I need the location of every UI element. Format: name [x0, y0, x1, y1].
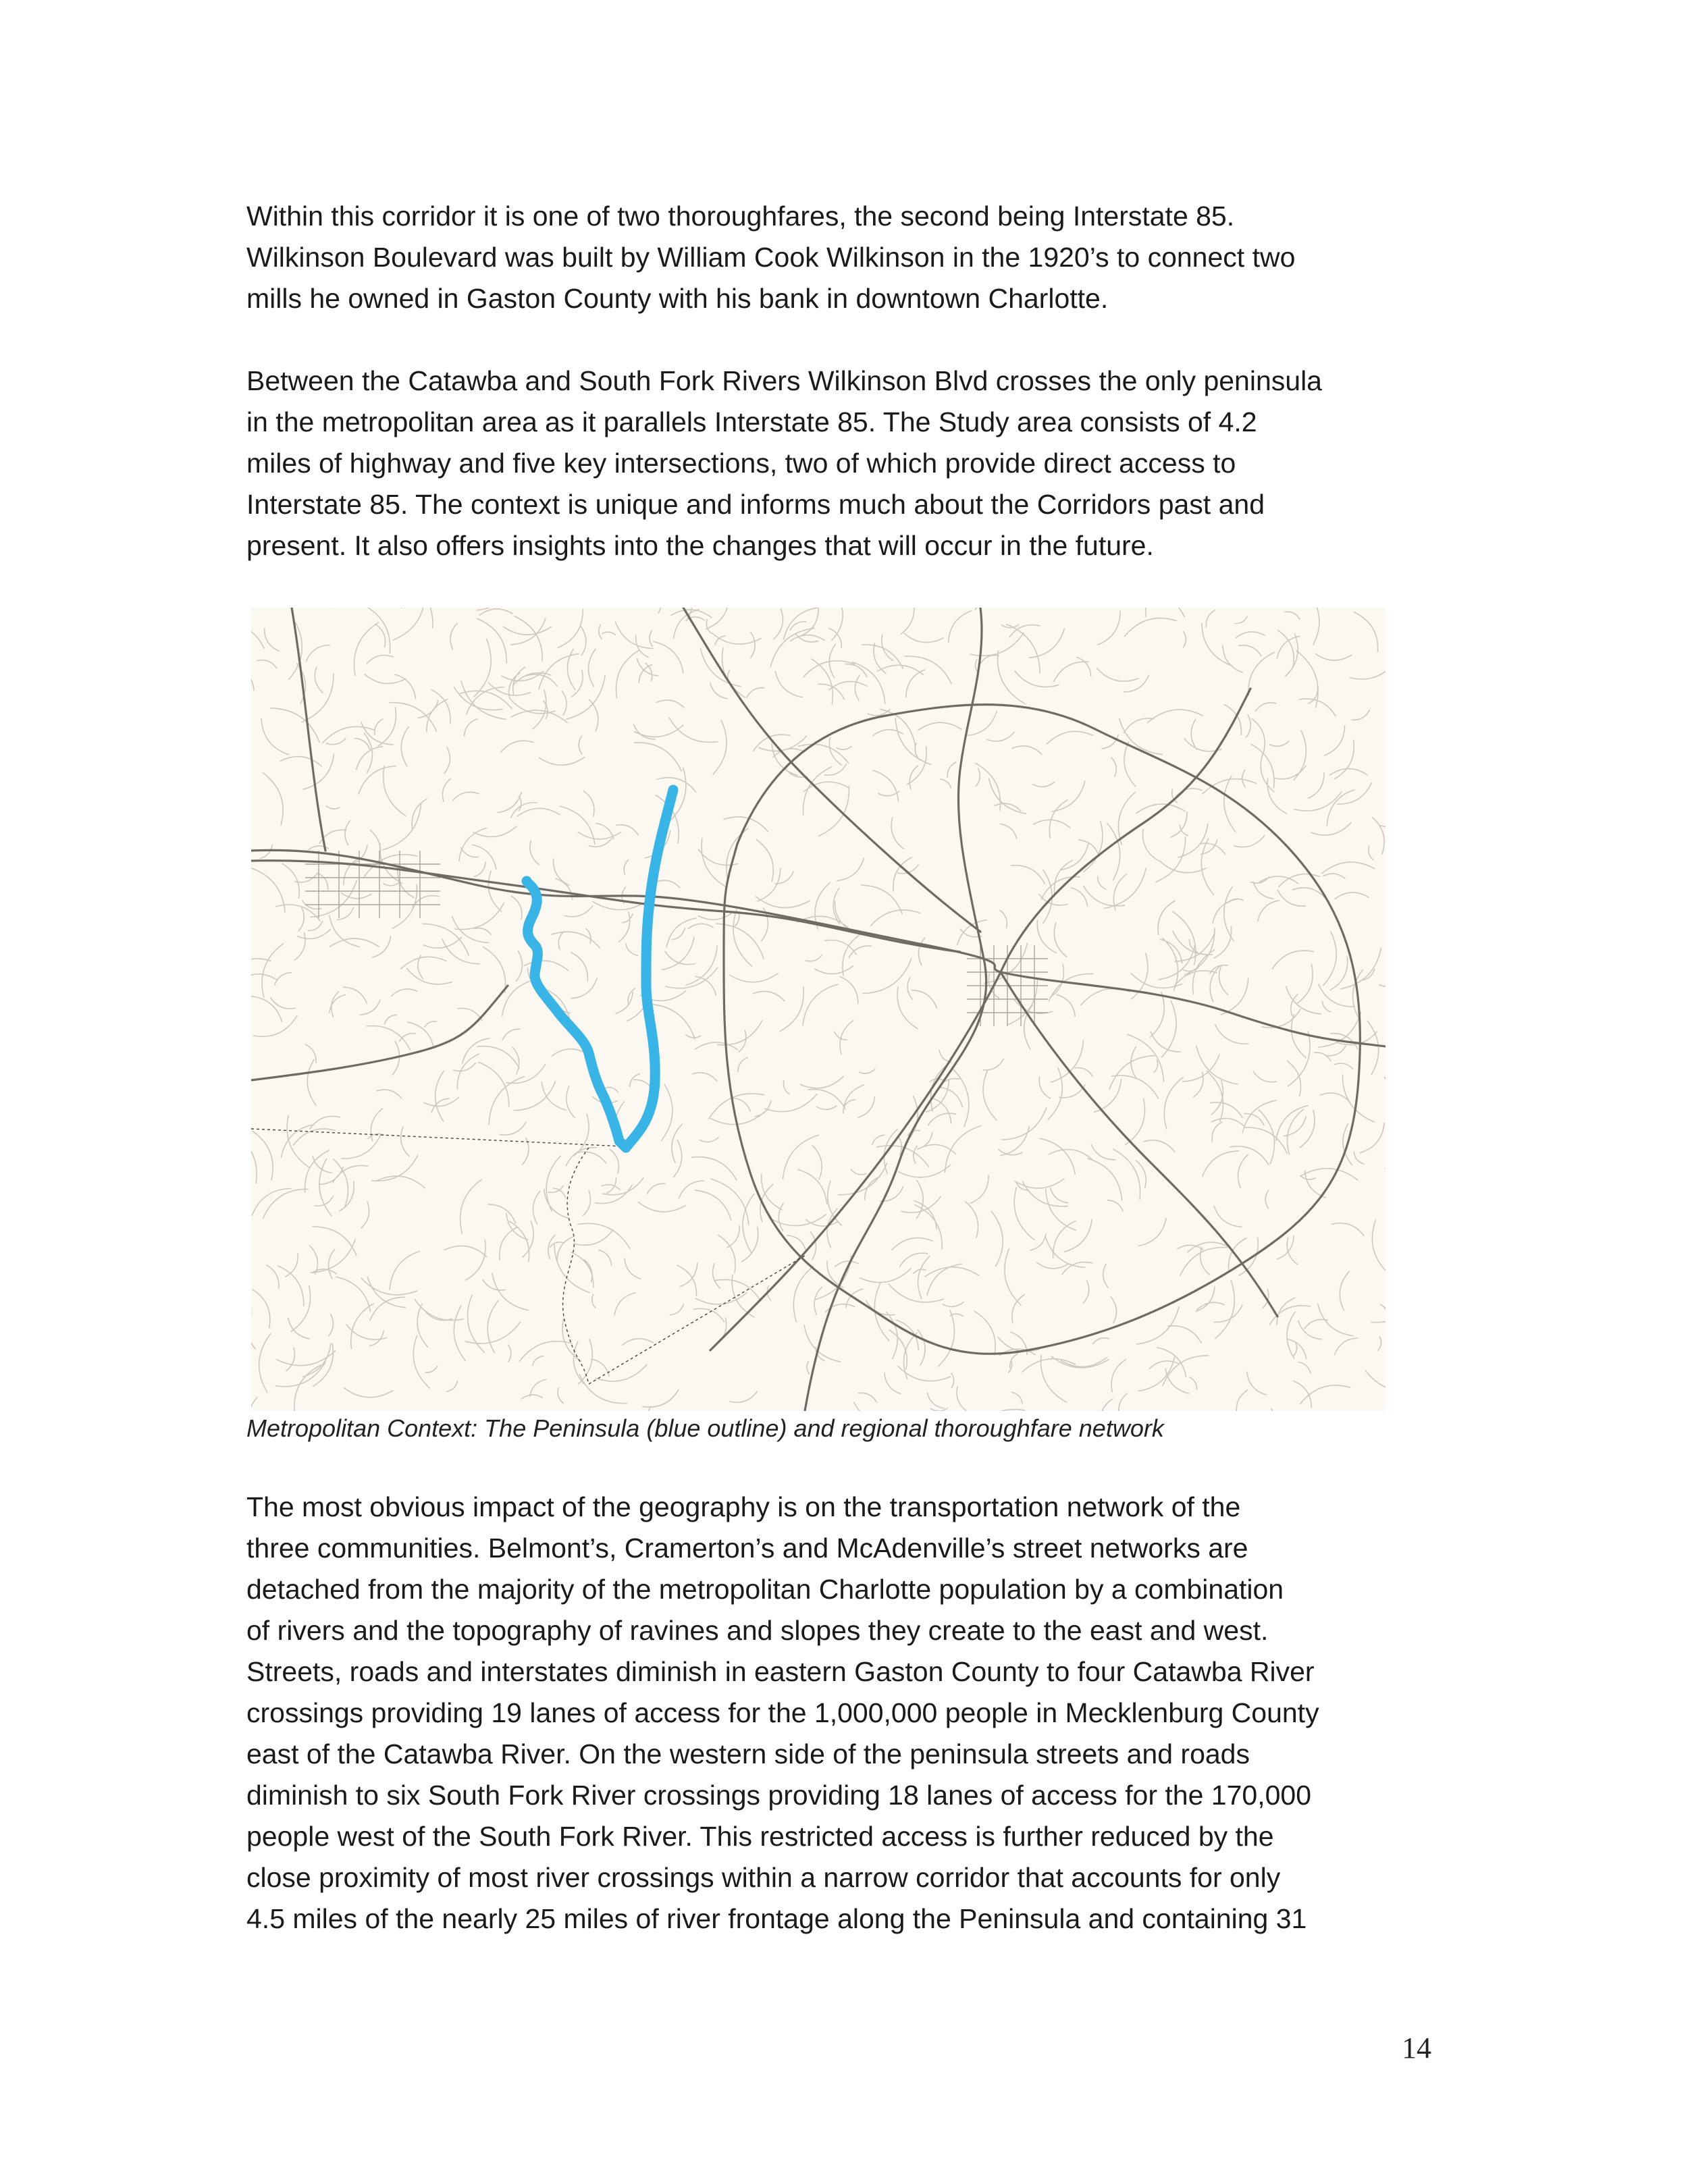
page-number: 14	[1402, 2031, 1431, 2065]
metropolitan-context-map	[251, 608, 1386, 1411]
body-paragraph-3: The most obvious impact of the geography is on the transportation network of the three communities. Belmont’s, Cramerton’s and McAdenville’s street networks are detached from the majority of the metropolitan Charlotte population by a combination of rivers and the topography of ravines and slopes they create to the east and west. Streets, roads and interstates diminish in eastern Gaston County to four Catawba River crossings providing 19 lanes of access for the 1,000,000 people in Mecklenburg County east of the Catawba River. On the western side of the peninsula streets and roads diminish to six South Fork River crossings providing 18 lanes of access for the 170,000 people west of the South Fork River. This restricted access is further reduced by the close proximity of most river crossings within a narrow corridor that accounts for only 4.5 miles of the nearly 25 miles of river frontage along the Peninsula and containing 31	[246, 1491, 1319, 1934]
body-paragraph-2: Between the Catawba and South Fork Rivers Wilkinson Blvd crosses the only peninsula in the metropolitan area as it parallels Interstate 85. The Study area consists of 4.2 miles of highway and five key intersections, two of which provide direct access to Interstate 85. The context is unique and informs much about the Corridors past and present. It also offers insights into the changes that will occur in the future.	[246, 365, 1322, 561]
body-paragraph-1: Within this corridor it is one of two thoroughfares, the second being Interstate 85. Wilkinson Boulevard was built by William Cook Wilkinson in the 1920’s to connect two mills he owned in Gaston County with his bank in downtown Charlotte.	[246, 201, 1296, 314]
map-caption: Metropolitan Context: The Peninsula (blue outline) and regional thoroughfare network	[246, 1414, 1164, 1442]
